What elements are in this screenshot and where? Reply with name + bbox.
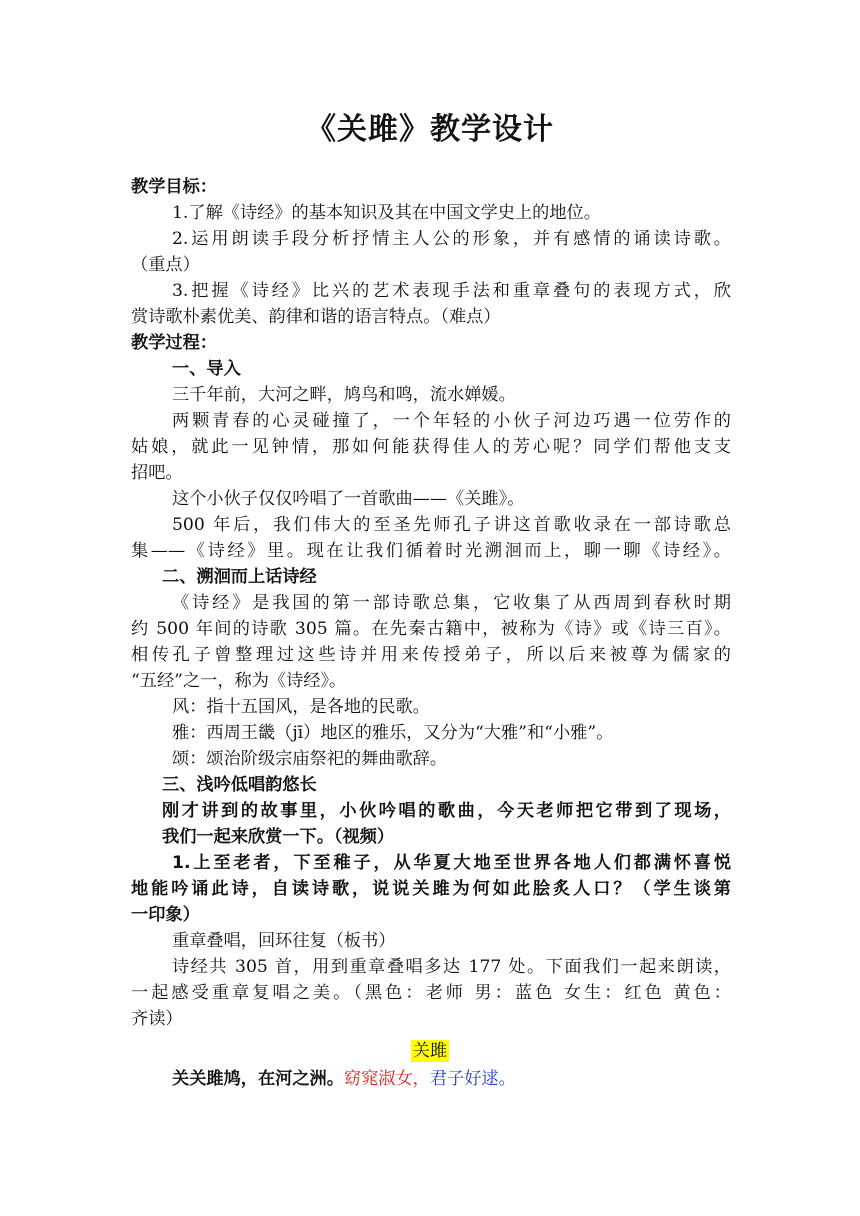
poem-line-1-girls: 窈窕淑女， (343, 1069, 430, 1089)
section3-line: 刚才讲到的故事里，小伙吟唱的歌曲，今天老师把它带到了现场， (162, 801, 731, 821)
section2-line: 约 500 年间的诗歌 305 篇。在先秦古籍中，被称为《诗》或《诗三百》。 (131, 619, 731, 639)
poem-title: 关雎 (412, 1041, 448, 1061)
section3-line: 重章叠唱，回环往复（板书） (172, 931, 396, 951)
section3-line: 地能吟诵此诗，自读诗歌，说说关雎为何如此脍炙人口？（学生谈第 (131, 879, 731, 899)
section3-heading: 三、浅吟低唱韵悠长 (162, 775, 317, 795)
section3-line: 齐读） (131, 1009, 183, 1029)
section2-heading: 二、溯洄而上话诗经 (162, 567, 317, 587)
section2-line: 《诗经》是我国的第一部诗歌总集，它收集了从西周到春秋时期 (172, 593, 731, 613)
section1-line: 这个小伙子仅仅吟唱了一首歌曲——《关雎》。 (172, 489, 525, 509)
poem-line-1-teacher: 关关雎鸠，在河之洲。 (172, 1069, 344, 1089)
section2-line: “五经”之一，称为《诗经》。 (131, 671, 347, 691)
goal-3: 3.把握《诗经》比兴的艺术表现手法和重章叠句的表现方式，欣 (172, 281, 731, 301)
section3-line: 一起感受重章复唱之美。（黑色：老师 男：蓝色 女生：红色 黄色： (131, 983, 731, 1003)
section1-line: 500 年后，我们伟大的至圣先师孔子讲这首歌收录在一部诗歌总 (172, 515, 731, 535)
section2-line: 颂：颂治阶级宗庙祭祀的舞曲歌辞。 (172, 749, 448, 769)
poem-title-row (0, 1038, 860, 1064)
goals-heading: 教学目标： (131, 177, 217, 197)
goal-1: 1.了解《诗经》的基本知识及其在中国文学史上的地位。 (172, 203, 601, 223)
poem-line-1-boys: 君子好逑。 (429, 1069, 516, 1089)
section1-line: 姑娘，就此一见钟情，那如何能获得佳人的芳心呢？同学们帮他支支 (131, 437, 731, 457)
goal-2: 2.运用朗读手段分析抒情主人公的形象，并有感情的诵读诗歌。 (172, 229, 731, 249)
poem-line-1 (172, 1066, 731, 1092)
section2-line: 相传孔子曾整理过这些诗并用来传授弟子，所以后来被尊为儒家的 (131, 645, 731, 665)
section3-line: 诗经共 305 首，用到重章叠唱多达 177 处。下面我们一起来朗读， (172, 957, 731, 977)
section3-line: 我们一起来欣赏一下。（视频） (162, 827, 395, 847)
section1-line: 集——《诗经》里。现在让我们循着时光溯洄而上，聊一聊《诗经》。 (131, 541, 731, 561)
section3-line: 1.上至老者，下至稚子，从华夏大地至世界各地人们都满怀喜悦 (172, 853, 731, 873)
document-title: 《关雎》教学设计 (306, 112, 554, 147)
goal-2-note: （重点） (131, 255, 200, 275)
section1-heading: 一、导入 (172, 359, 241, 379)
section3-line: 一印象） (131, 905, 200, 925)
section1-line: 两颗青春的心灵碰撞了，一个年轻的小伙子河边巧遇一位劳作的 (172, 411, 731, 431)
section2-line: 雅：西周王畿（jī）地区的雅乐，又分为“大雅”和“小雅”。 (172, 723, 614, 743)
section1-line: 招吧。 (131, 463, 183, 483)
section1-line: 三千年前，大河之畔，鸠鸟和鸣，流水婵媛。 (172, 385, 516, 405)
process-heading: 教学过程： (131, 333, 217, 353)
section2-line: 风：指十五国风，是各地的民歌。 (172, 697, 430, 717)
goal-3-cont: 赏诗歌朴素优美、韵律和谐的语言特点。（难点） (131, 307, 501, 327)
